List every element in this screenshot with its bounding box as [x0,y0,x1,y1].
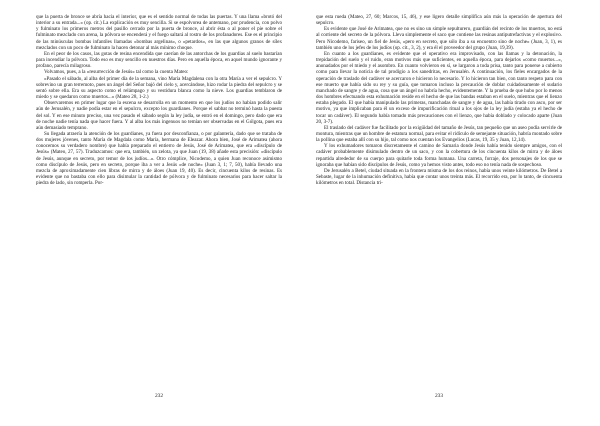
paragraph: De Jerusalén a Betel, ciudad situada en la frontera misma de los dos reinos, había unos veinte kilómetros. De Betel a Sebaste, lugar de la inhumación definitiva, había que contar unos treinta más. El recorrido era, por lo tanto, de cincuenta kilómetros en total. Distancia tri- [316,167,562,187]
paragraph: que esta rueda (Mateo, 27, 60; Marcos, 15, 46), y ese ligero detalle simplifica aún más la operación de apertura del sepulcro. [316,14,562,27]
paragraph: El traslado del cadáver fue facilitado por la exigüidad del tamaño de Jesús, tan pequeño que un aseo podía servirle de montura, mientras que un hombre de estatura normal, para evitar el ridículo de semejante situación, habría montado sobre la pollina que estaba allí con su hijo, tal como nos cuentan los Evangelios (Lucas, 19, 35 y Juan, 12,14). [316,124,562,144]
paragraph: Es evidente que José de Arimatea, que no es sino un simple sepulturero, guardián del recinto de los muertos, no está al corriente del secreto de la pólvora. Lleva simplemente el saco que contiene las resinas antiputrefactivas y el explosivo. Pero Nicodemo, fariseo, un fiel de Jesús, «pero en secreto, que sólo iba a su encuentro sino de noche» (Juan, 3, 1), es también uno de los jefes de los judíos (op. cit., 3, 2), y era él el proveedor del grupo (Juan, 19,39). [316,26,562,51]
paragraph: En el peor de los casos, las gotas de resina encendida que caerían de las antorchas de los guardias al suelo bastarían para incendiar la pólvora. Todo eso es muy sencillo en nuestros días. Pero en aquella época, en aquel mundo ignorante y profano, parecía milagroso. [36,50,282,70]
left-page-number: 232 [154,393,164,399]
right-page-text [316,14,562,392]
paragraph: Su llegada atraería la atención de los guardianes, ya fuera por desconfianza, o por galantería, dado que se trataba de dos mujeres jóvenes, tanto María de Magdala como María, hermana de Eleazar. Ahora bien, José de Arimatea (ahora conocemos su verdadero nombre) que había preparado el entierro de Jesús, José de Arimatea, que era «discípulo de Jesús» (Mateo, 27, 57). Traduzcamos: que era, también, un zelota, ya que Juan (19, 38) añade esta precisión: «discípulo de Jesús, aunque en secreto, por temor de los judíos...». Otro cómplice, Nicodemo, a quien Juan reconoce asimismo como discípulo de Jesús, pero en secreto, porque iba a ver a Jesús «de noche» (Juan 3, 1; 7, 50), había llevado una mezcla de aproximadamente cien libras de mirra y de áloes (Juan 19, 40). Es decir, cincuenta kilos de resinas. Es evidente que no bastaba con ello para disimular la cantidad de pólvora y de fulminato necesarios para hacer saltar la piedra de lado, sin romperla. Por- [36,130,282,187]
paragraph: Volvamos, pues, a la «resurrección de Jesús» tal como la cuenta Mateo: [44,69,189,76]
paragraph: Y los exhumadores tomaron discretamente el camino de Samaria donde Jesús había tenido siempre amigos, con el cadáver probablemente disimulado dentro de un saco, y con la cobertura de los cincuenta kilos de mirra y de áloes repartida alrededor de su cuerpo para quitarle toda forma humana. Una carreta, forraje, dos personajes de los que se ignoraba que habían sido discípulos de Jesús, como ya hemos visto antes, todo eso no tenía nada de sospechoso. [316,143,562,168]
paragraph: Observaremos en primer lugar que la escena se desarrolla en un momento en que los judíos no habían podido salir aún de Jerusalén, y nadie podía estar en el sepulcro, excepto los guardianes. Porque el sabbat no terminó hasta la puesta del sol. Y en ese minuto preciso, una vez pasado el sábado según la ley judía, se entró en el domingo, pero dado que era de noche nadie tenía nada que hacer fuera. Y al alba los más ingenuos no temían ser observadas en el Gólgota, pues era aún demasiado temprano. [36,100,282,131]
left-page-text [36,14,282,392]
right-page-number: 233 [434,393,444,399]
paragraph: que la puerta de bronce se abría hacia el interior, que es el sentido normal de todas las puertas. Y una llama «brotó del interior a su entrada...» (op. cit.) La explicación es muy sencilla. Si se espolvorea de antemano, por prudencia, con polvo y fulminato los primeros metros del pasillo cerrado por la puerta de bronce, al abrir ésta o al poner el pie sobre el fulminato mezclado con arena, la pólvora se encenderá y el fuego saltará al rostro de los profanadores. Ese es el principio de las minúsculas bombas infantiles llamadas «bombas argelinas», o «petardos», en las que algunos granos de sílex mezclados con un poco de fulminato la hacen detonar al más mínimo choque. [36,14,282,51]
quotation-paragraph: «Pasado el sábado, al alba del primer día de la semana, vino María Magdalena con la otra María a ver el sepulcro. Y sobrevino un gran terremoto, pues un ángel del Señor bajó del cielo y, acercándose, hizo rodar la piedra del sepulcro y se sentó sobre ella. Era su aspecto como el relámpago y su vestidura blanca como la nieve. Los guardias temblaron de miedo y se quedaron como muertos...» (Mateo 28, 1-2.) [36,75,282,101]
paragraph: En cuanto a los guardianes, es evidente que el operativo era improvisado, con las llamas y la detonación, la trepidación del suelo y el ruido, eran motivos más que suficientes, en aquella época, para dejarlos «como muertos...», anonadados por el miedo y el asombro. En cuanto volvieron en sí, se largaron a toda prisa, tanto para ponerse a cubierto como para llevar la noticia de tal prodigio a los sanedritas, en Jerusalén. A continuación, los fieles encargados de la operación de traslado del cadáver se acercaron e hicieron lo necesario. Y lo hicieron tan bien, con tanto respeto para con ese muerto que había sido su rey y su guía, que tomaron incluso la precaución de doblar cuidadosamente el sudario manchado de sangre y de agua, cosa que un ángel no habría hecho, evidentemente. Y la prueba de que hubo por lo menos dos hombres efectuando esta exhumación reside en el hecho de que las bandas estaban en el suelo, mientras que el lienzo estaba plegado. El que había manipulado las primeras, manchadas de sangre y de agua, las había tirado con asco, por ser motivo, ya que implicaban para él un exceso de impurificación ritual a los ojos de la ley judía (estaba ya el hecho de tocar un cadáver). El segundo había tomado más precauciones con el lienzo, que había doblado y colocado aparte (Juan 20, 3-7). [316,50,562,125]
